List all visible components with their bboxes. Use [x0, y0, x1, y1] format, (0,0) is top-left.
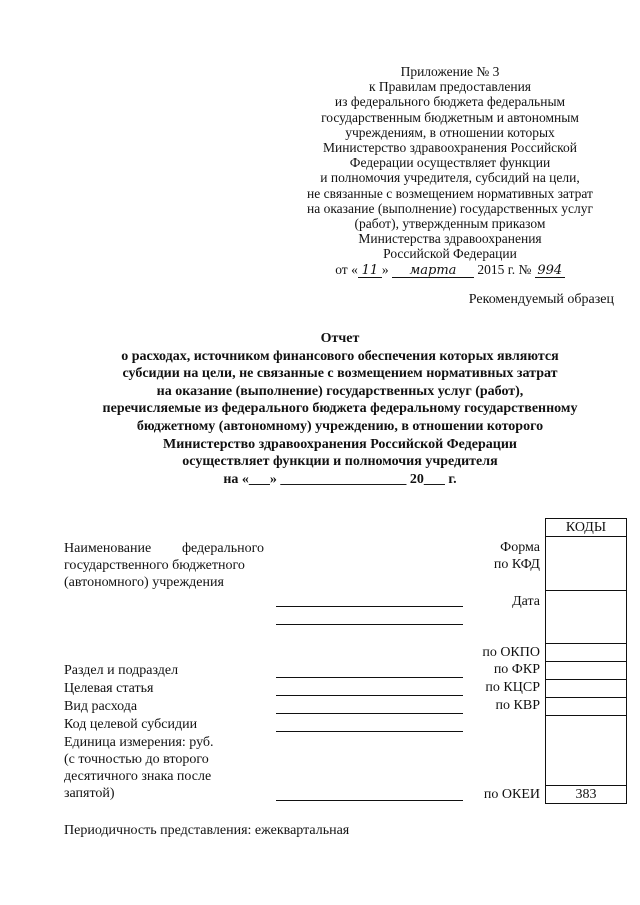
unit-label-line: запятой): [64, 786, 115, 801]
subsidy-code-field-line[interactable]: [276, 731, 463, 732]
appendix-line: государственным бюджетным и автономным: [321, 109, 579, 125]
periodicity-text: Периодичность представления: ежеквартальная: [64, 823, 350, 838]
code-cell-fkr[interactable]: [546, 662, 627, 680]
form-label: Форма: [500, 540, 540, 555]
title-line: бюджетному (автономному) учреждению, в отношении которого: [136, 418, 544, 434]
kvr-label: по КВР: [495, 698, 540, 713]
title-line: перечисляемые из федерального бюджета федеральному государственному: [102, 401, 578, 417]
expense-type-label: Вид расхода: [64, 699, 138, 714]
report-date-line: на «___» __________________ 20___ г.: [223, 471, 457, 487]
title-line: на оказание (выполнение) государственных услуг (работ),: [156, 383, 524, 399]
institution-label-line: Наименование федерального: [64, 541, 264, 556]
code-cell-blank[interactable]: [546, 716, 627, 786]
appendix-line: Федерации осуществляет функции: [349, 155, 551, 171]
appendix-line: на оказание (выполнение) государственных услуг: [306, 200, 594, 216]
section-field-line[interactable]: [276, 677, 463, 678]
appendix-line: Министерства здравоохранения: [358, 231, 542, 247]
appendix-line: к Правилам предоставления: [368, 79, 532, 95]
title-line: Министерство здравоохранения Российской Федерации: [163, 436, 517, 452]
kfd-label: по КФД: [493, 557, 540, 572]
code-cell-okpo[interactable]: [546, 644, 627, 662]
unit-field-line[interactable]: [276, 800, 463, 801]
code-cell-okei[interactable]: 383: [546, 786, 627, 804]
title-line: Отчет: [320, 331, 360, 346]
order-mid: »: [381, 261, 389, 277]
title-line: субсидии на цели, не связанные с возмещением нормативных затрат: [122, 366, 558, 382]
unit-label-line: (с точностью до второго: [64, 752, 209, 767]
order-month: марта: [392, 264, 474, 278]
order-number: 994: [535, 264, 565, 278]
appendix-header: [300, 64, 600, 278]
title-line: осуществляет функции и полномочия учредителя: [182, 454, 498, 470]
appendix-line: Министерство здравоохранения Российской: [322, 140, 578, 156]
okei-label: по ОКЕИ: [483, 787, 540, 802]
appendix-line: учреждениям, в отношении которых: [345, 124, 555, 140]
codes-table: [545, 518, 627, 804]
target-article-field-line[interactable]: [276, 695, 463, 696]
appendix-line: не связанные с возмещением нормативных затрат: [307, 185, 593, 201]
appendix-line: Приложение № 3: [400, 64, 500, 79]
section-label: Раздел и подраздел: [64, 663, 179, 678]
expense-type-field-line[interactable]: [276, 713, 463, 714]
code-cell-date[interactable]: [546, 591, 627, 644]
code-cell-kvr[interactable]: [546, 698, 627, 716]
institution-field-line[interactable]: [276, 624, 463, 625]
okpo-label: по ОКПО: [482, 645, 540, 660]
order-day: 11: [358, 264, 382, 278]
target-article-label: Целевая статья: [64, 681, 154, 696]
institution-label-line: государственного бюджетного: [64, 558, 245, 573]
institution-label-line: (автономного) учреждения: [64, 575, 224, 590]
institution-field-line[interactable]: [276, 606, 463, 607]
fkr-label: по ФКР: [493, 662, 540, 677]
order-year: 2015 г. №: [477, 261, 532, 277]
code-cell-kcsr[interactable]: [546, 680, 627, 698]
recommended-sample: Рекомендуемый образец: [468, 292, 614, 307]
kcsr-label: по КЦСР: [485, 680, 540, 695]
date-label: Дата: [512, 594, 540, 609]
report-title: [50, 330, 630, 488]
appendix-line: из федерального бюджета федеральным: [334, 94, 566, 110]
subsidy-code-label: Код целевой субсидии: [64, 717, 198, 732]
codes-header: КОДЫ: [546, 519, 627, 537]
unit-label-line: десятичного знака после: [64, 769, 212, 784]
unit-label-line: Единица измерения: руб.: [64, 735, 214, 750]
appendix-line: Российской Федерации: [383, 246, 517, 262]
order-prefix: от «: [335, 261, 358, 277]
appendix-line: (работ), утвержденным приказом: [354, 216, 546, 232]
code-cell-kfd[interactable]: [546, 537, 627, 591]
order-date-line: [300, 262, 600, 278]
appendix-line: и полномочия учредителя, субсидий на цели,: [320, 170, 580, 186]
title-line: о расходах, источником финансового обеспечения которых являются: [121, 348, 559, 364]
